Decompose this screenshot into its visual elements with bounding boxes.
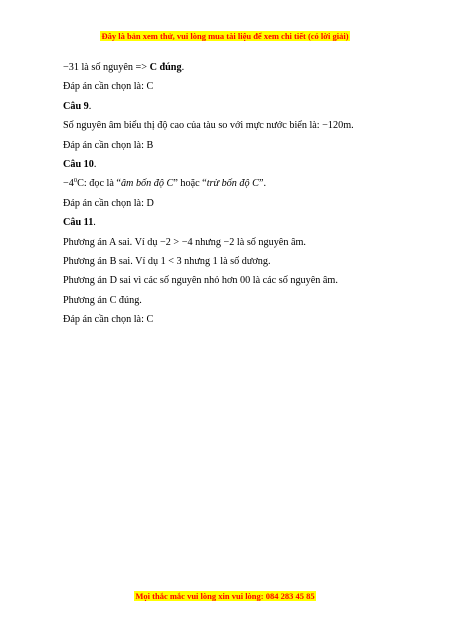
preview-notice-banner — [0, 26, 450, 44]
explanation-line-q11-d: Phương án D sai vì các số nguyên nhỏ hơn 00 là các số nguyên âm. — [63, 275, 338, 287]
answer-choice-q11: Đáp án cần chọn là: C — [63, 314, 154, 326]
question-title: Câu 9 — [63, 100, 89, 112]
question-heading-10 — [63, 155, 393, 174]
text-segment: . — [93, 158, 97, 170]
contact-footer-banner — [0, 586, 450, 604]
text-segment: C: đọc là “ — [77, 178, 121, 190]
explanation-line-q10 — [63, 174, 393, 193]
text-segment: . — [88, 100, 92, 112]
contact-footer-text: Mọi thắc mắc vui lòng xin vui lòng: 084 283 45 85 — [135, 591, 315, 601]
degree-superscript: 0 — [73, 177, 78, 185]
question-title: Câu 10 — [63, 158, 94, 170]
text-segment: . — [181, 62, 185, 73]
question-heading-9 — [63, 97, 393, 116]
text-segment: . — [93, 217, 96, 229]
explanation-line-q11-c: Phương án C đúng. — [63, 294, 142, 306]
explanation-line-q11-a: Phương án A sai. Ví dụ −2 > −4 nhưng −2 là số nguyên âm. — [63, 236, 306, 248]
text-segment: −31 là số nguyên => — [63, 62, 150, 73]
answer-choice-q8: Đáp án cần chọn là: C — [63, 81, 154, 93]
italic-phrase: âm bốn độ C — [120, 178, 174, 190]
explanation-line-q11-b: Phương án B sai. Ví dụ 1 < 3 nhưng 1 là số dương. — [63, 255, 271, 267]
bold-conclusion: C đúng — [149, 62, 182, 73]
answer-choice-q10: Đáp án cần chọn là: D — [63, 197, 154, 209]
explanation-line-q9: Số nguyên âm biểu thị độ cao của tàu so với mực nước biển là: −120m. — [63, 120, 354, 132]
text-segment: ”. — [258, 178, 267, 190]
answer-line-q8 — [63, 58, 393, 77]
document-body — [63, 58, 393, 329]
text-segment: −4 — [63, 178, 74, 190]
preview-notice-text: Đây là bản xem thử, vui lòng mua tài liệu để xem chi tiết (có lời giải) — [101, 31, 349, 41]
question-heading-11 — [63, 213, 393, 232]
text-segment: ” hoặc “ — [173, 178, 207, 190]
question-title: Câu 11 — [63, 217, 94, 229]
answer-choice-q9: Đáp án cần chọn là: B — [63, 139, 154, 151]
italic-phrase: trừ bốn độ C — [206, 178, 259, 190]
